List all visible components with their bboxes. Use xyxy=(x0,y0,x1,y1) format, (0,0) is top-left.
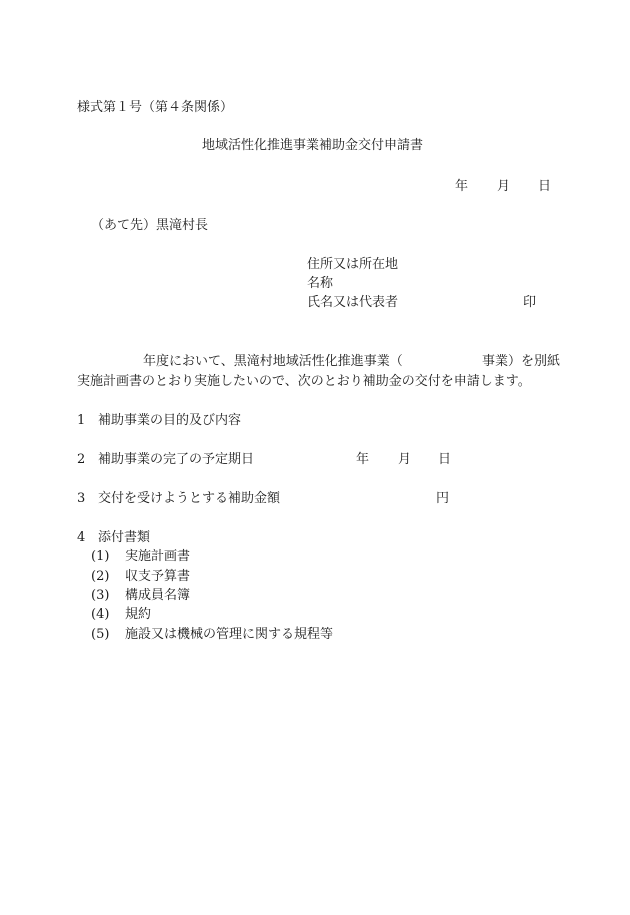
representative-label: 氏名又は代表者 xyxy=(307,295,399,310)
attachment-number: (5) xyxy=(91,627,110,642)
item3-number: 3 xyxy=(77,491,86,506)
date-month-label: 月 xyxy=(497,179,511,194)
item4-label: 添付書類 xyxy=(98,530,151,545)
attachment-label: 収支予算書 xyxy=(125,569,191,584)
item3-label: 交付を受けようとする補助金額 xyxy=(98,491,281,506)
attachment-number: (1) xyxy=(91,549,110,564)
body-line2: 実施計画書のとおり実施したいので、次のとおり補助金の交付を申請します。 xyxy=(77,374,531,389)
item3-unit: 円 xyxy=(436,491,450,506)
body-line1-part2: 事業）を別紙 xyxy=(482,354,561,369)
attachment-label: 構成員名簿 xyxy=(125,588,191,603)
item2-number: 2 xyxy=(77,452,86,467)
body-line1-part1: 年度において、黒滝村地域活性化推進事業（ xyxy=(143,354,403,369)
item4-number: 4 xyxy=(77,530,86,545)
addressee: （あて先）黒滝村長 xyxy=(91,218,209,233)
attachment-number: (4) xyxy=(91,607,110,622)
item2-month-label: 月 xyxy=(398,452,412,467)
attachment-number: (2) xyxy=(91,569,110,584)
item2-day-label: 日 xyxy=(438,452,452,467)
attachment-label: 規約 xyxy=(125,607,152,622)
item2-year-label: 年 xyxy=(356,452,370,467)
item1-label: 補助事業の目的及び内容 xyxy=(98,413,242,428)
date-day-label: 日 xyxy=(538,179,552,194)
item1-number: 1 xyxy=(77,413,86,428)
attachment-label: 施設又は機械の管理に関する規程等 xyxy=(125,627,334,642)
attachment-label: 実施計画書 xyxy=(125,549,191,564)
form-number: 様式第１号（第４条関係） xyxy=(77,100,234,115)
item2-label: 補助事業の完了の予定期日 xyxy=(98,452,255,467)
date-year-label: 年 xyxy=(455,179,469,194)
attachment-number: (3) xyxy=(91,588,110,603)
seal-label: 印 xyxy=(523,295,537,310)
address-label: 住所又は所在地 xyxy=(307,257,399,272)
form-title: 地域活性化推進事業補助金交付申請書 xyxy=(202,138,424,153)
name-label: 名称 xyxy=(307,276,334,291)
